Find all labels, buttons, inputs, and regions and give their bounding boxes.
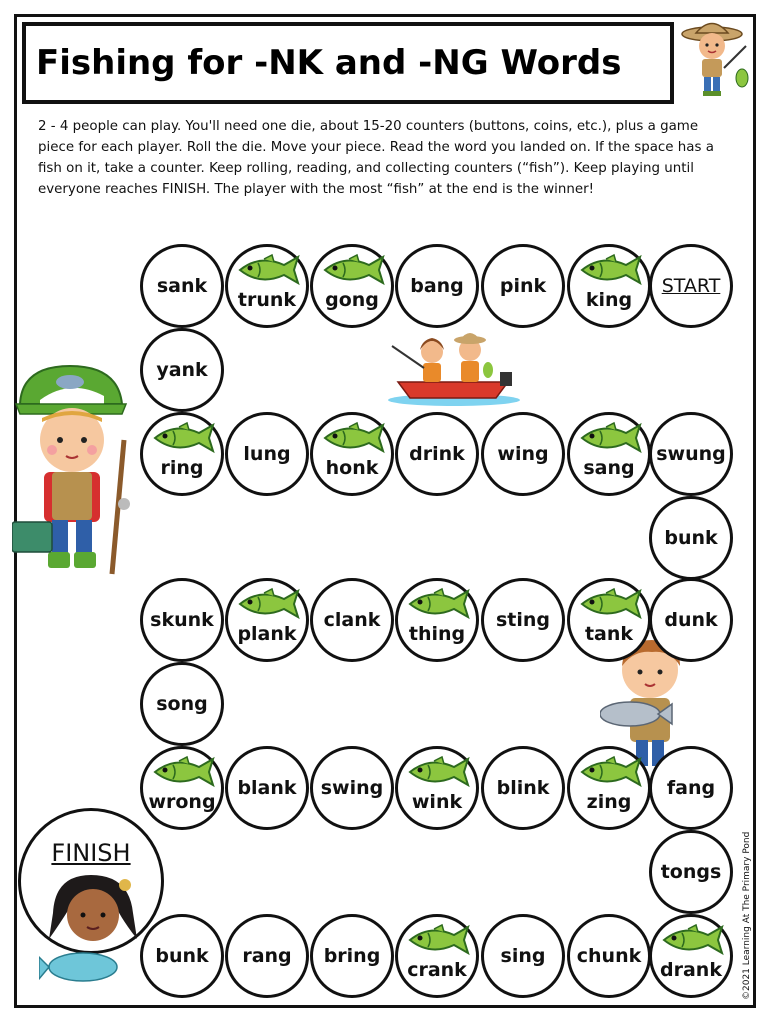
board-space-gong[interactable] (310, 244, 394, 328)
board-space-song[interactable] (140, 662, 224, 746)
header-kid-clipart (676, 16, 752, 100)
space-word: yank (156, 359, 208, 381)
board-space-chunk[interactable] (567, 914, 651, 998)
space-word: fang (666, 777, 716, 799)
start-label: START (661, 275, 721, 297)
fish-icon (656, 923, 726, 957)
space-word: wink (411, 791, 463, 813)
space-word: bunk (155, 945, 209, 967)
space-word: tank (584, 623, 634, 645)
space-word: plank (237, 623, 297, 645)
board-space-wing[interactable] (481, 412, 565, 496)
space-word: lung (243, 443, 291, 465)
board-space-swing[interactable] (310, 746, 394, 830)
board-space-sank[interactable] (140, 244, 224, 328)
board-space-lung[interactable] (225, 412, 309, 496)
space-word: sting (495, 609, 551, 631)
space-word: bring (323, 945, 381, 967)
space-word: drank (660, 959, 722, 981)
space-word: sang (583, 457, 635, 479)
board-space-bang[interactable] (395, 244, 479, 328)
finish-label: FINISH (51, 839, 131, 867)
fish-icon (232, 253, 302, 287)
fisher-boy-clipart (12, 360, 146, 578)
space-word: blink (496, 777, 550, 799)
fish-icon (317, 253, 387, 287)
board-space-bunk[interactable] (649, 496, 733, 580)
space-word: swung (656, 443, 726, 465)
space-word: pink (499, 275, 547, 297)
board-space-blink[interactable] (481, 746, 565, 830)
board-space-drank[interactable] (649, 914, 733, 998)
space-word: bang (410, 275, 464, 297)
board-space-wink[interactable] (395, 746, 479, 830)
space-word: sing (500, 945, 546, 967)
space-word: dunk (664, 609, 718, 631)
space-word: wing (497, 443, 549, 465)
board-space-plank[interactable] (225, 578, 309, 662)
board-space-trunk[interactable] (225, 244, 309, 328)
board-space-tank[interactable] (567, 578, 651, 662)
space-word: drink (409, 443, 465, 465)
space-word: zing (586, 791, 632, 813)
space-word: bunk (664, 527, 718, 549)
fish-icon (574, 253, 644, 287)
board-space-pink[interactable] (481, 244, 565, 328)
board-space-yank[interactable] (140, 328, 224, 412)
board-space-honk[interactable] (310, 412, 394, 496)
boat-kids-clipart (384, 320, 522, 408)
board-space-thing[interactable] (395, 578, 479, 662)
board-space-sting[interactable] (481, 578, 565, 662)
fish-icon (574, 587, 644, 621)
instructions-text: 2 - 4 people can play. You'll need one die, about 15-20 counters (buttons, coins, etc.), plus a game piece for each player. Roll the die. Move your piece. Read the word you landed on. If the space has a fish on it, take a counter. Keep rolling, reading, and collecting counters (“fish”). Keep playing until everyone reaches FINISH. The player with the most “fish” at the end is the winner! (38, 119, 714, 197)
board-space-skunk[interactable] (140, 578, 224, 662)
space-word: skunk (150, 609, 214, 631)
space-word: blank (237, 777, 297, 799)
space-word: swing (320, 777, 384, 799)
girl-with-fish-clipart (39, 869, 159, 999)
fish-icon (232, 587, 302, 621)
board-space-swung[interactable] (649, 412, 733, 496)
board-space-wrong[interactable] (140, 746, 224, 830)
space-word: song (156, 693, 208, 715)
space-word: clank (323, 609, 381, 631)
finish-space[interactable] (18, 808, 164, 954)
board-space-sing[interactable] (481, 914, 565, 998)
start-space[interactable] (649, 244, 733, 328)
board-space-sang[interactable] (567, 412, 651, 496)
board-space-bunk[interactable] (140, 914, 224, 998)
fish-icon (574, 755, 644, 789)
fish-icon (402, 923, 472, 957)
fish-icon (147, 421, 217, 455)
fish-icon (147, 755, 217, 789)
space-word: gong (325, 289, 379, 311)
space-word: tongs (660, 861, 722, 883)
board-space-dunk[interactable] (649, 578, 733, 662)
space-word: honk (325, 457, 379, 479)
space-word: rang (242, 945, 292, 967)
space-word: thing (408, 623, 466, 645)
board-space-clank[interactable] (310, 578, 394, 662)
copyright-text: ©2021 Learning At The Primary Pond (742, 831, 752, 1000)
space-word: ring (160, 457, 204, 479)
fish-icon (574, 421, 644, 455)
title-box (22, 22, 674, 104)
space-word: wrong (148, 791, 216, 813)
board-space-fang[interactable] (649, 746, 733, 830)
board-space-tongs[interactable] (649, 830, 733, 914)
board-space-bring[interactable] (310, 914, 394, 998)
page-title: Fishing for -NK and -NG Words (36, 43, 622, 83)
space-word: chunk (576, 945, 642, 967)
board-space-ring[interactable] (140, 412, 224, 496)
space-word: sank (156, 275, 208, 297)
space-word: trunk (237, 289, 297, 311)
board-space-zing[interactable] (567, 746, 651, 830)
board-space-rang[interactable] (225, 914, 309, 998)
board-space-king[interactable] (567, 244, 651, 328)
fish-icon (317, 421, 387, 455)
board-space-crank[interactable] (395, 914, 479, 998)
space-word: crank (407, 959, 467, 981)
space-word: king (585, 289, 633, 311)
board-space-blank[interactable] (225, 746, 309, 830)
board-space-drink[interactable] (395, 412, 479, 496)
fish-icon (402, 587, 472, 621)
fish-icon (402, 755, 472, 789)
